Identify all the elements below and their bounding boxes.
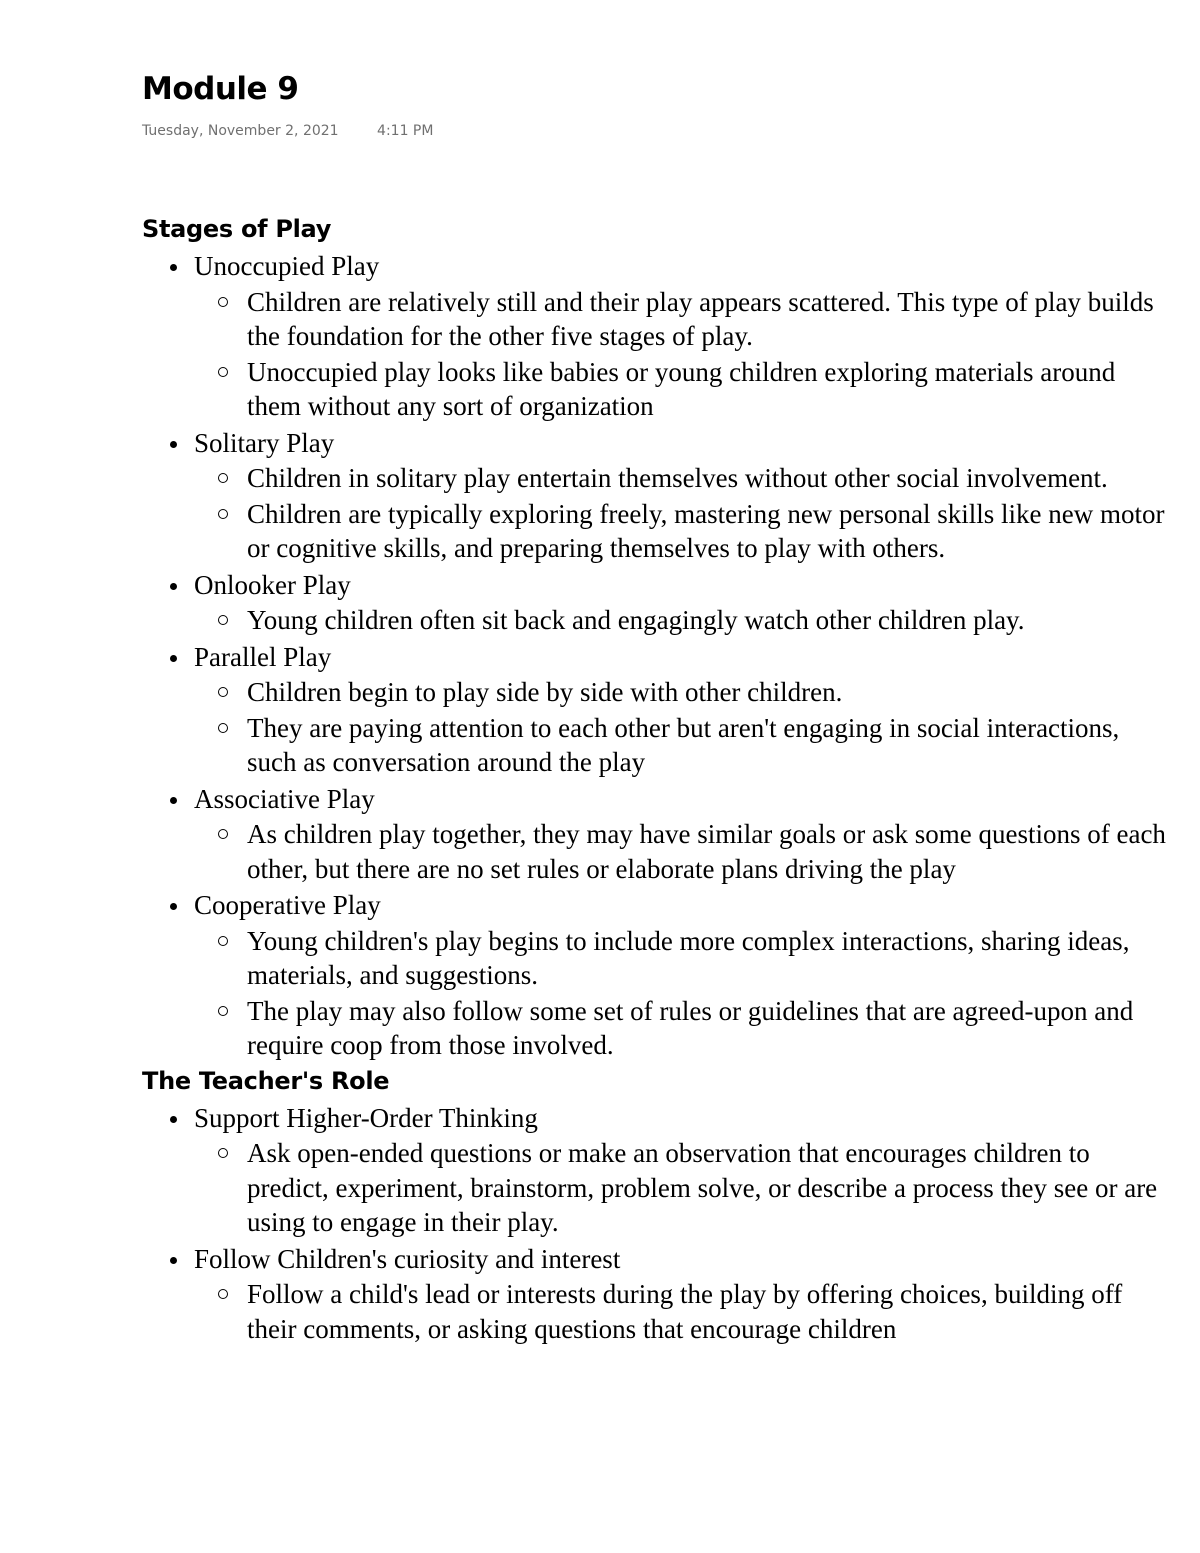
section-heading: Stages of Play bbox=[142, 215, 332, 243]
sub-list-item-text: The play may also follow some set of rules or guidelines that are agreed-upon and require coop from those involved. bbox=[247, 995, 1134, 1060]
sub-list-item bbox=[194, 497, 1172, 566]
bullet-icon bbox=[170, 655, 177, 662]
hollow-bullet-icon bbox=[218, 615, 228, 625]
sub-list-item-text: Children in solitary play entertain themselves without other social involvement. bbox=[247, 463, 1108, 493]
hollow-bullet-icon bbox=[218, 1006, 228, 1016]
page-title: Module 9 bbox=[142, 71, 299, 107]
list-item-label: Parallel Play bbox=[194, 641, 332, 672]
sub-list bbox=[194, 285, 1172, 424]
section-stages-of-play bbox=[142, 212, 1172, 1063]
bullet-icon bbox=[170, 903, 177, 910]
sub-list bbox=[194, 461, 1172, 566]
list-item-follow-childrens-curiosity bbox=[142, 1242, 1172, 1347]
sub-list-item-text: As children play together, they may have similar goals or ask some questions of each other, but there are no set rules or elaborate plans driving the play bbox=[247, 819, 1166, 884]
bullet-icon bbox=[170, 1116, 177, 1123]
sub-list-item-text: Young children's play begins to include more complex interactions, sharing ideas, materials, and suggestions. bbox=[247, 925, 1130, 990]
hollow-bullet-icon bbox=[218, 829, 228, 839]
note-timestamp bbox=[142, 123, 433, 139]
sub-list-item bbox=[194, 817, 1172, 886]
list-item-onlooker-play bbox=[142, 568, 1172, 638]
note-date: Tuesday, November 2, 2021 bbox=[142, 123, 339, 139]
list-item-label: Solitary Play bbox=[194, 427, 335, 458]
list-item-label: Onlooker Play bbox=[194, 569, 351, 600]
sub-list-item-text: They are paying attention to each other but aren't engaging in social interactions, such as conversation around the play bbox=[247, 712, 1120, 777]
note-time: 4:11 PM bbox=[377, 123, 434, 139]
sub-list bbox=[194, 603, 1172, 638]
hollow-bullet-icon bbox=[218, 936, 228, 946]
sub-list-item bbox=[194, 1136, 1172, 1240]
hollow-bullet-icon bbox=[218, 1148, 228, 1158]
sub-list bbox=[194, 817, 1172, 886]
sub-list-item bbox=[194, 711, 1172, 780]
sub-list-item-text: Children are relatively still and their play appears scattered. This type of play builds the foundation for the other five stages of play. bbox=[247, 286, 1154, 351]
list-item-solitary-play bbox=[142, 426, 1172, 566]
sub-list-item-text: Ask open-ended questions or make an observation that encourages children to predict, experiment, brainstorm, problem solve, or describe a process they see or are using to engage in their play. bbox=[247, 1138, 1158, 1237]
hollow-bullet-icon bbox=[218, 1289, 228, 1299]
hollow-bullet-icon bbox=[218, 367, 228, 377]
list-item-label: Associative Play bbox=[194, 783, 375, 814]
list-item-unoccupied-play bbox=[142, 249, 1172, 424]
list-item-label: Unoccupied Play bbox=[194, 251, 380, 281]
bullet-icon bbox=[170, 264, 177, 271]
sub-list-item bbox=[194, 924, 1172, 993]
list-item-label: Support Higher-Order Thinking bbox=[194, 1102, 538, 1133]
sub-list-item-text: Children are typically exploring freely, mastering new personal skills like new motor or cognitive skills, and preparing themselves to play with others. bbox=[247, 498, 1165, 563]
hollow-bullet-icon bbox=[218, 687, 228, 697]
list-item-label: Follow Children's curiosity and interest bbox=[194, 1243, 621, 1274]
hollow-bullet-icon bbox=[218, 723, 228, 733]
list-item-parallel-play bbox=[142, 640, 1172, 780]
sub-list bbox=[194, 924, 1172, 1063]
sub-list-item-text: Follow a child's lead or interests during the play by offering choices, building off their comments, or asking questions that encourage children bbox=[247, 1279, 1123, 1344]
section-teachers-role bbox=[142, 1064, 1172, 1347]
hollow-bullet-icon bbox=[218, 509, 228, 519]
section-heading: The Teacher's Role bbox=[142, 1066, 390, 1095]
list-item-support-higher-order-thinking bbox=[142, 1101, 1172, 1240]
sub-list-item-text: Unoccupied play looks like babies or young children exploring materials around them without any sort of organization bbox=[247, 356, 1116, 421]
list-item-label: Cooperative Play bbox=[194, 890, 381, 920]
hollow-bullet-icon bbox=[218, 297, 228, 307]
sub-list-item bbox=[194, 603, 1172, 638]
sub-list bbox=[194, 1136, 1172, 1240]
bullet-icon bbox=[170, 583, 177, 590]
bullet-list bbox=[142, 1101, 1172, 1347]
sub-list-item bbox=[194, 355, 1172, 424]
bullet-list bbox=[142, 249, 1172, 1063]
hollow-bullet-icon bbox=[218, 473, 228, 483]
sub-list-item bbox=[194, 675, 1172, 710]
note-body bbox=[142, 212, 1172, 1347]
list-item-cooperative-play bbox=[142, 888, 1172, 1063]
sub-list-item bbox=[194, 461, 1172, 496]
sub-list-item-text: Young children often sit back and engagingly watch other children play. bbox=[247, 605, 1025, 635]
sub-list-item-text: Children begin to play side by side with other children. bbox=[247, 677, 843, 707]
sub-list-item bbox=[194, 994, 1172, 1063]
bullet-icon bbox=[170, 441, 177, 448]
sub-list-item bbox=[194, 285, 1172, 354]
bullet-icon bbox=[170, 797, 177, 804]
sub-list-item bbox=[194, 1277, 1172, 1346]
sub-list bbox=[194, 1277, 1172, 1346]
sub-list bbox=[194, 675, 1172, 780]
list-item-associative-play bbox=[142, 782, 1172, 887]
bullet-icon bbox=[170, 1257, 177, 1264]
